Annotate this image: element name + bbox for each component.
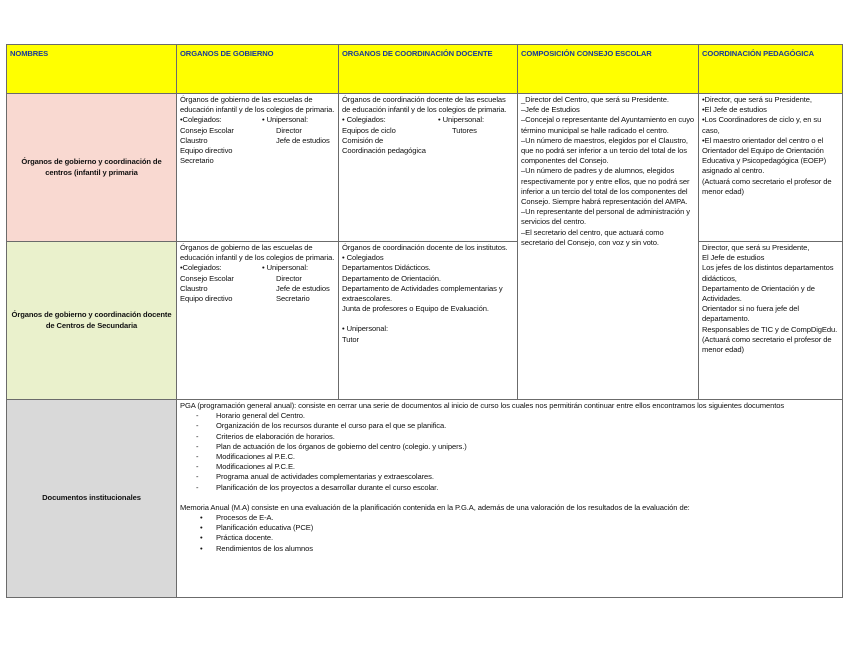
gobierno-intro: Órganos de gobierno de las escuelas de educación infantil y de los colegios de primaria. — [180, 95, 335, 115]
list-item: - Criterios de elaboración de horarios. — [216, 432, 839, 442]
cell-pedagogica-secundaria — [699, 242, 843, 400]
spacer — [342, 314, 514, 324]
institutional-table — [6, 44, 843, 598]
consejo-line: –Un número de padres y de alumnos, elegidos respectivamente por y entre ellos, que no podrá ser inferior a un tercio del total de los componentes del Consejo. Siempre habrá representación del AMPA. — [521, 166, 690, 207]
pedagogica-line: (Actuará como secretario el profesor de menor edad) — [702, 176, 832, 196]
coordinacion-line: Departamento de Actividades complementarias y extraescolares. — [342, 283, 503, 304]
pair-row: •Colegiados: • Unipersonal: — [180, 115, 309, 125]
pedagogica-line: El Jefe de estudios — [702, 253, 765, 263]
pedagogica-line: Responsables de TIC y de CompDigEdu. — [702, 324, 838, 334]
list-item: - Planificación de los proyectos a desarrollar durante el curso escolar. — [216, 483, 839, 493]
pair-row: Secretario — [180, 156, 214, 166]
pair-row: Equipo directivo Secretario — [180, 294, 310, 304]
table-row — [7, 94, 843, 242]
row-name-secundaria: Órganos de gobierno y coordinación docente de Centros de Secundaria — [7, 242, 177, 400]
header-row — [7, 45, 843, 94]
pedagogica-line: Orientador si no fuera jefe del departamento. — [702, 304, 799, 324]
pga-intro: PGA (programación general anual): consiste en cerrar una serie de documentos al inicio de curso los cuales nos permitirán continuar entre ellos encontramos los siguientes documentos — [180, 401, 785, 410]
list-item: - Plan de actuación de los órganos de gobierno del centro (colegio. y unipers.) — [216, 442, 839, 452]
list-item: • Procesos de E-A. — [216, 513, 839, 523]
pedagogica-line: Departamento de Orientación y de Actividades. — [702, 283, 815, 304]
pedagogica-line: •Los Coordinadores de ciclo y, en su caso, — [702, 115, 822, 135]
row-name-documentos: Documentos institucionales — [7, 400, 177, 598]
cell-coordinacion-primaria — [339, 94, 518, 242]
coordinacion-intro: Órganos de coordinación docente de las escuelas de educación infantil y de los colegios de primaria. — [342, 95, 507, 115]
pedagogica-line: •El Jefe de estudios — [702, 105, 767, 115]
list-item: • Planificación educativa (PCE) — [216, 523, 839, 533]
pga-list — [180, 411, 839, 493]
pair-row: Consejo Escolar Director — [180, 125, 302, 135]
header-coordinacion-pedagogica: COORDINACIÓN PEDAGÓGICA — [699, 45, 843, 94]
spacer — [180, 493, 839, 503]
row-name-primaria: Órganos de gobierno y coordinación de centros (infantil y primaria — [7, 94, 177, 242]
pair-row: Comisión de — [342, 135, 384, 145]
cell-coordinacion-secundaria — [339, 242, 518, 400]
coordinacion-line: • Colegiados — [342, 253, 384, 263]
coordinacion-unipersonal-title: • Unipersonal: — [342, 324, 389, 334]
ma-list — [180, 513, 839, 554]
coordinacion-line: Junta de profesores o Equipo de Evaluación. — [342, 304, 489, 314]
pair-row: Coordinación pedagógica — [342, 146, 426, 156]
consejo-line: –El secretario del centro, que actuará como secretario del Consejo, con voz y sin voto. — [521, 227, 664, 247]
consejo-line: –Un representante del personal de administración y servicios del centro. — [521, 207, 690, 227]
gobierno-intro: Órganos de gobierno de las escuelas de educación infantil y de los colegios de primaria. — [180, 243, 335, 263]
consejo-line: –Jefe de Estudios — [521, 105, 580, 115]
cell-pedagogica-primaria — [699, 94, 843, 242]
list-item: - Modificaciones al P.E.C. — [216, 452, 839, 462]
table-row — [7, 242, 843, 400]
cell-gobierno-secundaria — [177, 242, 339, 400]
coordinacion-line: Departamentos Didácticos. — [342, 263, 431, 273]
list-item: • Práctica docente. — [216, 533, 839, 543]
coordinacion-line: Departamento de Orientación. — [342, 273, 441, 283]
pair-row: •Colegiados: • Unipersonal: — [180, 263, 309, 273]
header-organos-coordinacion: ORGANOS DE COORDINACIÓN DOCENTE — [339, 45, 518, 94]
header-nombres: NOMBRES — [7, 45, 177, 94]
ma-intro: Memoria Anual (M.A) consiste en una evaluación de la planificación contenida en la P.G.A, además de una valoración de los resultados de la evaluación de: — [180, 502, 690, 512]
consejo-line: –Concejal o representante del Ayuntamiento en cuyo término municipal se halle radicado el centro. — [521, 115, 695, 135]
pedagogica-line: •El maestro orientador del centro o el Orientador del Equipo de Orientación Educativa y Psicopedagógica (EOEP) asignado al centro. — [702, 135, 827, 176]
coordinacion-unipersonal-value: Tutor — [342, 334, 359, 344]
pedagogica-line: Los jefes de los distintos departamentos didácticos, — [702, 263, 834, 283]
consejo-line: _Director del Centro, que será su Presidente. — [521, 95, 669, 104]
coordinacion-line: Órganos de coordinación docente de los institutos. — [342, 243, 508, 252]
table-row — [7, 400, 843, 598]
cell-gobierno-primaria — [177, 94, 339, 242]
pair-row: • Colegiados: • Unipersonal: — [342, 115, 485, 125]
list-item: • Rendimientos de los alumnos — [216, 544, 839, 554]
list-item: - Horario general del Centro. — [216, 411, 839, 421]
header-organos-gobierno: ORGANOS DE GOBIERNO — [177, 45, 339, 94]
pedagogica-line: •Director, que será su Presidente, — [702, 95, 812, 104]
list-item: - Organización de los recursos durante el curso para el que se planifica. — [216, 421, 839, 431]
pair-row: Equipos de ciclo Tutores — [342, 125, 477, 135]
header-consejo-escolar: COMPOSICIÓN CONSEJO ESCOLAR — [518, 45, 699, 94]
pedagogica-line: (Actuará como secretario el profesor de menor edad) — [702, 334, 832, 355]
cell-consejo-escolar — [518, 94, 699, 400]
cell-documentos — [177, 400, 843, 598]
pedagogica-line: Director, que será su Presidente, — [702, 243, 810, 252]
pair-row: Consejo Escolar Director — [180, 273, 302, 283]
list-item: - Programa anual de actividades complementarias y extraescolares. — [216, 472, 839, 482]
pair-row: Equipo directivo — [180, 146, 233, 156]
list-item: - Modificaciones al P.C.E. — [216, 462, 839, 472]
pair-row: Claustro Jefe de estudios — [180, 283, 330, 293]
consejo-line: –Un número de maestros, elegidos por el Claustro, que no podrá ser inferior a un tercio del total de los componentes del Consejo. — [521, 135, 688, 166]
pair-row: Claustro Jefe de estudios — [180, 135, 330, 145]
